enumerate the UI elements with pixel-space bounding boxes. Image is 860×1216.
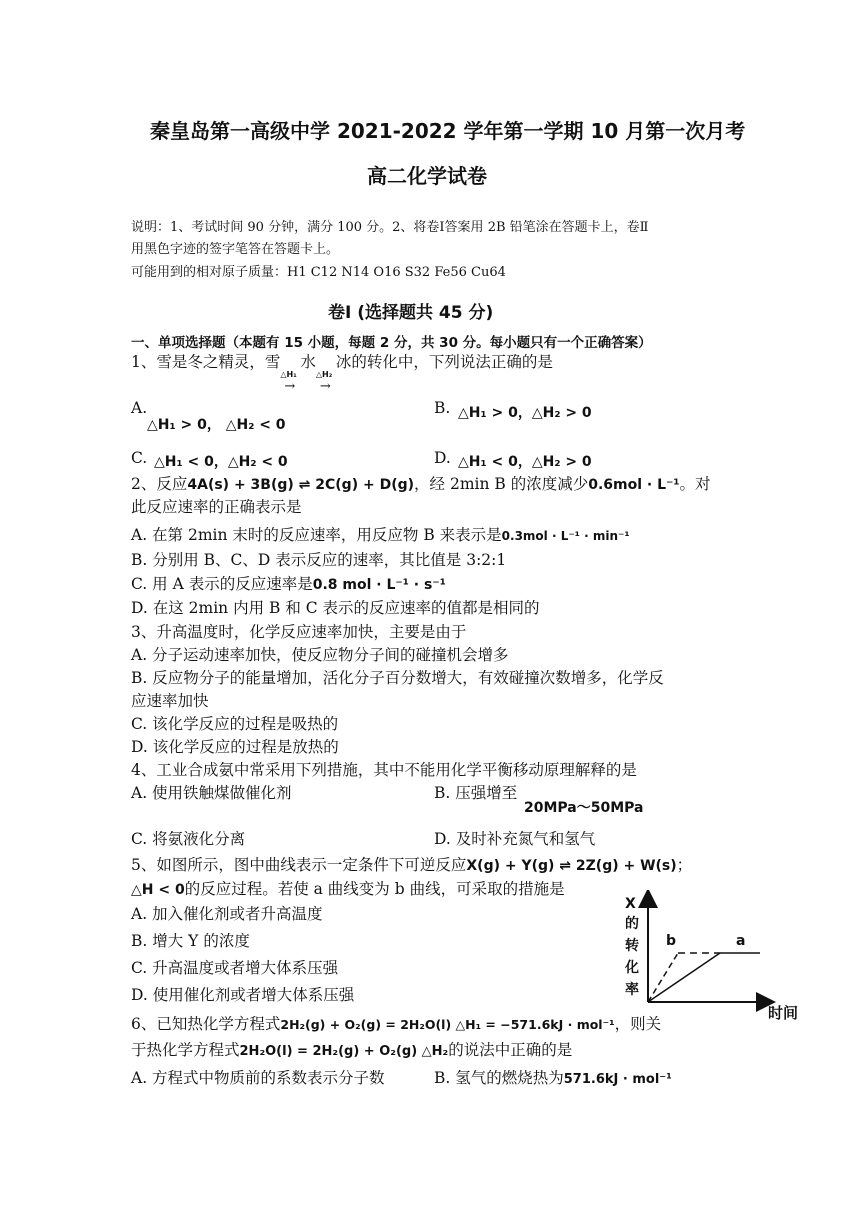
q6-option-b: B. 氢气的燃烧热为571.6kJ · mol⁻¹ [434,1069,672,1087]
atomic-mass-line: 可能用到的相对原子质量：H1 C12 N14 O16 S32 Fe56 Cu64 [131,265,506,280]
q2-option-a: A. 在第 2min 末时的反应速率，用反应物 B 来表示是0.3mol · L⁻¹ · min⁻¹ [131,526,630,544]
q4-stem: 4、工业合成氨中常采用下列措施，其中不能用化学平衡移动原理解释的是 [131,761,637,779]
exam-subtitle: 高二化学试卷 [367,164,487,188]
q5-stem-line2: △H < 0的反应过程。若使 a 曲线变为 b 曲线，可采取的措施是 [131,880,565,898]
q5-option-c: C. 升高温度或者增大体系压强 [131,959,339,977]
section-title: 卷Ⅰ (选择题共 45 分) [328,303,494,323]
q2-stem: 2、反应4A(s) + 3B(g) ⇌ 2C(g) + D(g)，经 2min B 的浓度减少0.6mol · L⁻¹。对 [131,475,711,493]
q2-option-a-formula: 0.3mol · L⁻¹ · min⁻¹ [501,529,630,543]
q4-option-c: C. 将氨液化分离 [131,830,246,848]
q5-delta-h: △H < 0 [131,882,185,898]
q5-equation: X(g) + Y(g) ⇌ 2Z(g) + W(s) [466,858,677,874]
q6-option-b-formula: 571.6kJ · mol⁻¹ [563,1072,672,1087]
q5-stem: 5、如图所示，图中曲线表示一定条件下可逆反应X(g) + Y(g) ⇌ 2Z(g) + W(s)； [131,856,693,874]
q2-option-d: D. 在这 2min 内用 B 和 C 表示的反应速率的值都是相同的 [131,599,540,617]
curve-b-label: b [666,933,677,949]
q4-option-b: B. 压强增至 [434,784,518,802]
q6-stem: 6、已知热化学方程式2H₂(g) + O₂(g) = 2H₂O(l) △H₁ = −571.6kJ · mol⁻¹，则关 [131,1015,662,1033]
instructions-line1: 说明：1、考试时间 90 分钟，满分 100 分。2、将卷Ⅰ答案用 2B 铅笔涂在答题卡上，卷Ⅱ [131,220,649,235]
q1-stem: 1、雪是冬之精灵，雪 △H₁ → 水 △H₂ → 冰的转化中，下列说法正确的是 [131,353,553,394]
arrow-label-1: △H₁ [280,370,297,379]
q3-option-c: C. 该化学反应的过程是吸热的 [131,715,339,733]
q1-option-c-formula: △H₁ < 0，△H₂ < 0 [154,454,288,470]
q4-option-a: A. 使用铁触煤做催化剂 [131,784,292,802]
graph-ylabel-3: 转 [625,938,639,954]
q4-option-b-formula: 20MPa～50MPa [524,800,644,816]
q1-option-c: C. [131,449,148,467]
q2-option-b: B. 分别用 B、C、D 表示反应的速率，其比值是 3:2:1 [131,551,507,569]
curve-a-label: a [736,933,746,949]
q1-option-b-formula: △H₁ > 0，△H₂ > 0 [458,405,592,421]
q1-option-a-formula: △H₁ > 0， △H₂ < 0 [147,417,286,433]
q6-option-a: A. 方程式中物质前的系数表示分子数 [131,1069,385,1087]
graph-ylabel-4: 化 [625,960,639,976]
q3-option-b-cont: 应速率加快 [131,692,209,710]
exam-title: 秦皇岛第一高级中学 2021-2022 学年第一学期 10 月第一次月考 [150,119,746,143]
q2-stem-line2: 此反应速率的正确表示是 [131,498,302,516]
q2-concentration: 0.6mol · L⁻¹ [588,477,680,493]
q5-option-a: A. 加入催化剂或者升高温度 [131,905,323,923]
q3-option-b: B. 反应物分子的能量增加，活化分子百分数增大，有效碰撞次数增多，化学反 [131,669,664,687]
q1-option-d: D. [434,449,451,467]
q2-equation: 4A(s) + 3B(g) ⇌ 2C(g) + D(g) [187,477,415,493]
q5-option-b: B. 增大 Y 的浓度 [131,932,250,950]
graph-xlabel: 时间 [768,1004,799,1022]
graph-ylabel-5: 率 [625,982,639,998]
arrow-label-2: △H₂ [315,370,333,379]
instructions-line2: 用黑色字迹的签字笔答在答题卡上。 [131,242,340,257]
q1-option-b: B. [434,399,451,417]
part1-heading: 一、单项选择题（本题有 15 小题，每题 2 分，共 30 分。每小题只有一个正确答案） [131,335,652,351]
q2-option-c: C. 用 A 表示的反应速率是0.8 mol · L⁻¹ · s⁻¹ [131,575,446,593]
q6-equation-2: 2H₂O(l) = 2H₂(g) + O₂(g) △H₂ [239,1044,449,1059]
q6-stem-line2: 于热化学方程式2H₂O(l) = 2H₂(g) + O₂(g) △H₂的说法中正确的是 [131,1041,573,1059]
q2-option-c-formula: 0.8 mol · L⁻¹ · s⁻¹ [312,577,446,593]
q5-option-d: D. 使用催化剂或者增大体系压强 [131,986,355,1004]
q4-option-d: D. 及时补充氮气和氢气 [434,830,596,848]
q1-option-a: A. [131,399,148,417]
q1-option-d-formula: △H₁ < 0，△H₂ > 0 [458,454,592,470]
q3-option-d: D. 该化学反应的过程是放热的 [131,738,339,756]
curve-b-rise [648,953,678,1002]
graph-ylabel-2: 的 [625,916,639,932]
q6-equation-1: 2H₂(g) + O₂(g) = 2H₂O(l) △H₁ = −571.6kJ · mol⁻¹ [280,1017,615,1032]
graph-ylabel-1: X [625,896,636,912]
q3-stem: 3、升高温度时，化学反应速率加快，主要是由于 [131,623,467,641]
q5-conversion-graph [620,890,810,1025]
curve-a-rise [648,953,720,1002]
q3-option-a: A. 分子运动速率加快，使反应物分子间的碰撞机会增多 [131,646,509,664]
